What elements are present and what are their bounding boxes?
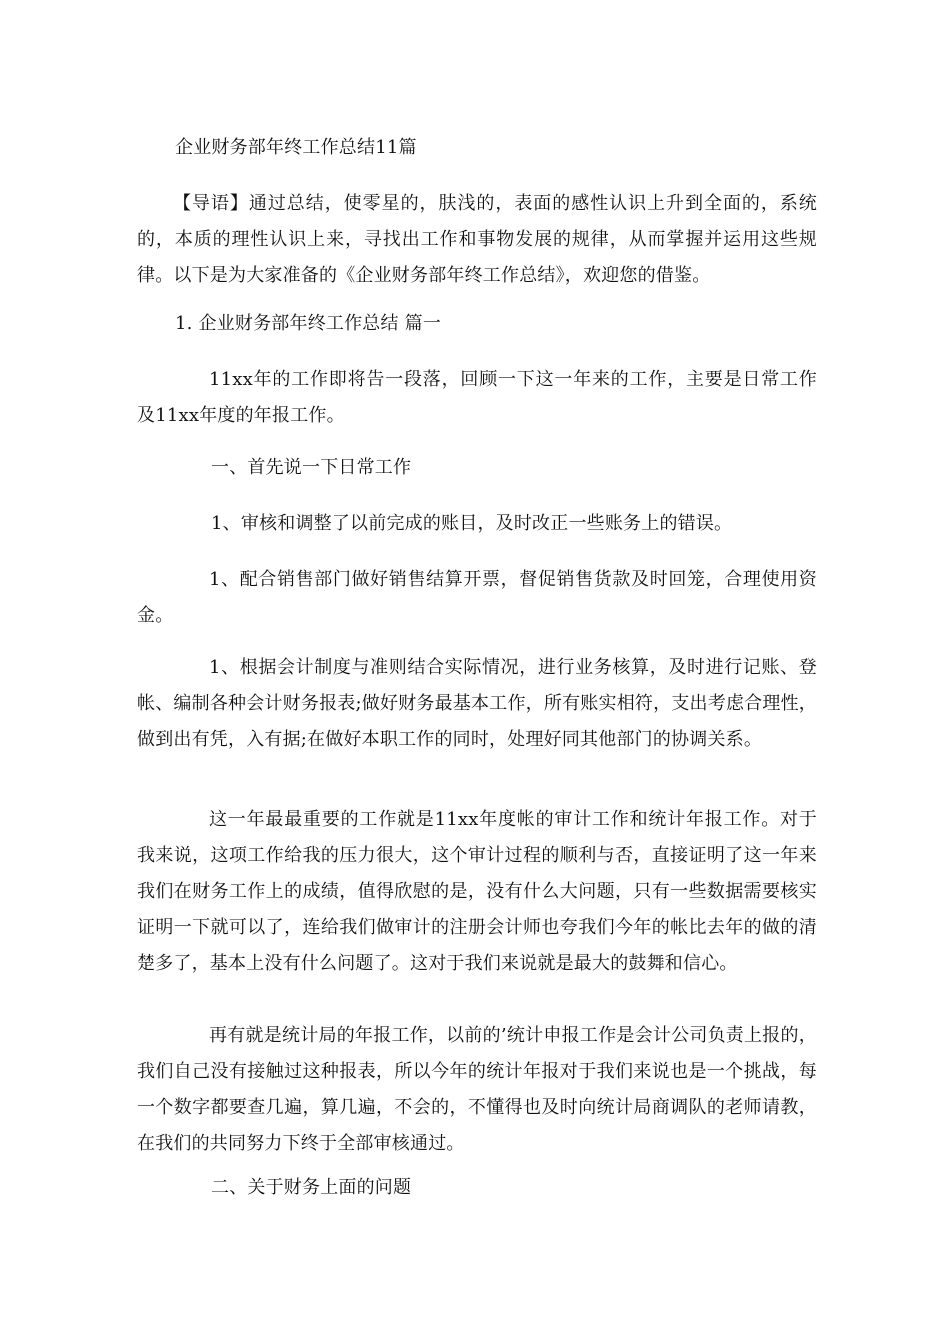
intro-paragraph: 【导语】通过总结，使零星的，肤浅的，表面的感性认识上升到全面的，系统的，本质的理性认识上来，寻找出工作和事物发展的规律，从而掌握并运用这些规律。以下是为大家准备的《企业财务部年终工作总结》，欢迎您的借鉴。 bbox=[137, 193, 817, 286]
list-item-3: 1、根据会计制度与准则结合实际情况，进行业务核算，及时进行记账、登帐、编制各种会计财务报表;做好财务最基本工作，所有账实相符，支出考虑合理性，做到出有凭，入有据;在做好本职工作的同时，处理好同其他部门的协调关系。 bbox=[137, 657, 817, 750]
paragraph-1: 11xx年的工作即将告一段落，回顾一下这一年来的工作，主要是日常工作及11xx年度的年报工作。 bbox=[137, 369, 817, 426]
subheading-finance-issues: 二、关于财务上面的问题 bbox=[211, 1177, 412, 1198]
document-title: 企业财务部年终工作总结11篇 bbox=[175, 137, 417, 158]
paragraph-statistics: 再有就是统计局的年报工作，以前的’统计申报工作是会计公司负责上报的，我们自己没有接触过这种报表，所以今年的统计年报对于我们来说也是一个挑战，每一个数字都要查几遍，算几遍，不会的，不懂得也及时向统计局商调队的老师请教，在我们的共同努力下终于全部审核通过。 bbox=[137, 1025, 817, 1154]
list-item-1: 1、审核和调整了以前完成的账目，及时改正一些账务上的错误。 bbox=[211, 513, 733, 534]
paragraph-audit: 这一年最最重要的工作就是11xx年度帐的审计工作和统计年报工作。对于我来说，这项工作给我的压力很大，这个审计过程的顺利与否，直接证明了这一年来我们在财务工作上的成绩，值得欣慰的是，没有什么大问题，只有一些数据需要核实证明一下就可以了，连给我们做审计的注册会计师也夸我们今年的帐比去年的做的清楚多了，基本上没有什么问题了。这对于我们来说就是最大的鼓舞和信心。 bbox=[137, 809, 817, 974]
subheading-daily-work: 一、首先说一下日常工作 bbox=[211, 457, 412, 478]
section-heading: 1. 企业财务部年终工作总结 篇一 bbox=[175, 313, 442, 334]
list-item-2: 1、配合销售部门做好销售结算开票，督促销售货款及时回笼，合理使用资金。 bbox=[137, 569, 817, 626]
